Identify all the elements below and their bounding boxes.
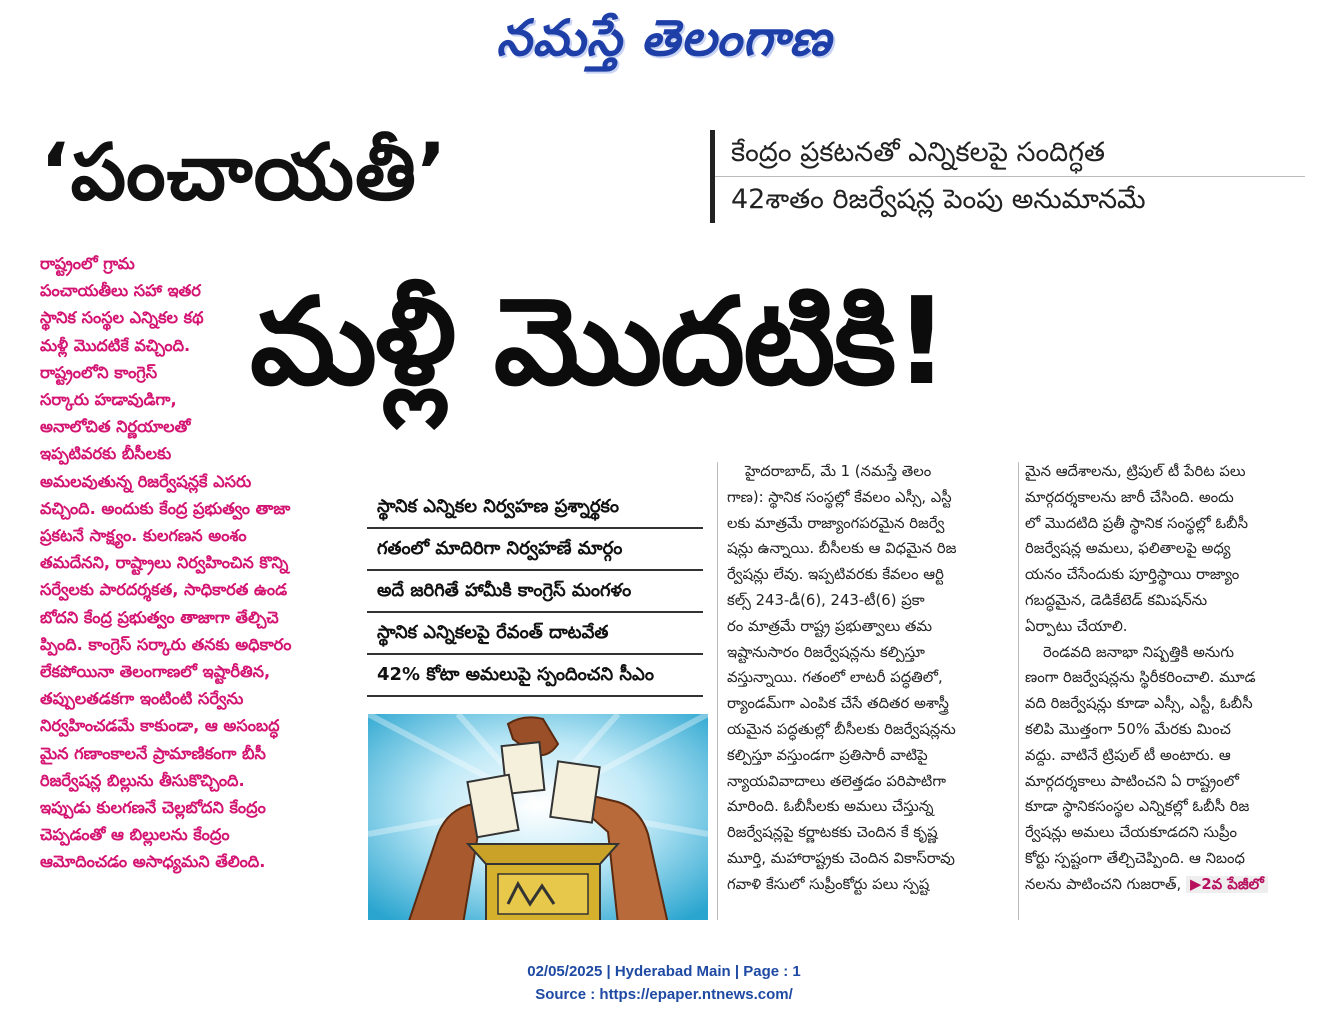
source-link[interactable]: Source : https://epaper.ntnews.com/ (535, 986, 793, 1003)
lead-line: అనాలోచిత నిర్ణయాలతో (40, 417, 191, 437)
story-kicker: ‘పంచాయతీ’ (40, 128, 448, 218)
lead-line: రాష్ట్రంలో గ్రామ (40, 254, 135, 273)
ballot-box-illustration (368, 714, 708, 920)
body-line: ఇష్టానుసారం రిజర్వేషన్లను కల్పిస్తూ (727, 643, 925, 661)
body-line: మూర్తి, మహారాష్ట్రకు చెందిన వికాస్‌రావు (727, 849, 955, 867)
body-line: హైదరాబాద్, మే 1 (నమస్తే తెలం (745, 463, 932, 480)
highlight-point: అదే జరిగితే హామీకి కాంగ్రెస్ మంగళం (367, 571, 703, 613)
highlight-point: స్థానిక ఎన్నికల నిర్వహణ ప్రశ్నార్థకం (367, 487, 703, 529)
lead-line: తమదేనని, రాష్ట్రాలు నిర్వహించిన కొన్ని (40, 553, 289, 573)
body-line: రిజర్వేషన్లపై కర్ణాటకకు చెందిన కే కృష్ణ (727, 824, 938, 842)
column-rule (1018, 462, 1019, 920)
body-line: షన్లు ఉన్నాయి. బీసీలకు ఆ విధమైన రిజ (727, 540, 957, 558)
body-line: ర్యాండమ్‌గా ఎంపిక చేసే తదితర అశాస్త్రీ (727, 695, 949, 713)
lead-line: మళ్లీ మొదటికే వచ్చింది. (40, 335, 191, 355)
deck-line: కేంద్రం ప్రకటనతో ఎన్నికలపై సందిగ్ధత (731, 137, 1105, 168)
body-line: మారింది. ఓబీసీలకు అమలు చేస్తున్న (727, 798, 934, 816)
edition-info: 02/05/2025 | Hyderabad Main | Page : 1 (527, 963, 801, 980)
body-line: రిజర్వేషన్ల అమలు, ఫలితాలపై అధ్య (1025, 540, 1231, 558)
lead-line: పంచాయతీలు సహా ఇతర (40, 281, 201, 301)
body-line: మార్గదర్శకాలను జారీ చేసింది. అందు (1025, 488, 1234, 506)
body-line: ర్వేషన్లు లేవు. ఇప్పటివరకు కేవలం ఆర్టి (727, 566, 944, 584)
body-line-last (1025, 872, 1297, 898)
body-line-text: నలను పాటించని గుజరాత్, (1025, 875, 1182, 893)
headline-deck (710, 130, 1305, 223)
highlight-point: 42% కోటా అమలుపై స్పందించని సీఎం (367, 655, 703, 697)
continued-on-page-2-link[interactable]: ▶2వ పేజీలో (1186, 876, 1268, 893)
highlight-points (367, 487, 703, 697)
lead-line: ఆమోదించడం అసాధ్యమని తేలింది. (40, 852, 266, 872)
body-line: ఏర్పాటు చేయాలి. (1025, 617, 1128, 635)
lead-line: వచ్చింది. అందుకు కేంద్ర ప్రభుత్వం తాజా (40, 498, 291, 518)
lead-line: బోదని కేంద్ర ప్రభుత్వం తాజాగా తేల్చిచె (40, 607, 279, 627)
body-line: మైన ఆదేశాలను, ట్రిపుల్ టీ పేరిట పలు (1025, 463, 1246, 480)
body-line: ణంగా రిజర్వేషన్లను స్థిరీకరించాలి. మూడ (1025, 669, 1256, 687)
lead-line: ప్పింది. కాంగ్రెస్ సర్కారు తనకు అధికారం (40, 634, 292, 654)
body-line: రెండవది జనాభా నిష్పత్తికి అనుగు (1043, 643, 1235, 661)
body-line: ర్వేషన్లు అమలు చేయకూడదని సుప్రీం (1025, 824, 1238, 842)
article-column-2 (1025, 459, 1297, 898)
highlight-point: గతంలో మాదిరిగా నిర్వహణే మార్గం (367, 529, 703, 571)
body-line: కల్పిస్తూ వస్తుండగా ప్రతిసారీ వాటిపై (727, 746, 928, 764)
lead-line: అమలవుతున్న రిజర్వేషన్లకే ఎసరు (40, 471, 252, 491)
lead-line: ఇప్పుడు కులగణనే చెల్లబోదని కేంద్రం (40, 798, 266, 818)
page-footer (0, 960, 1328, 1006)
body-line: కల్స్ 243-డీ(6), 243-టీ(6) ప్రకా (727, 591, 925, 609)
body-line: కోర్టు స్పష్టంగా తేల్చిచెప్పింది. ఆ నిబంధ (1025, 849, 1246, 867)
deck-line: 42శాతం రిజర్వేషన్ల పెంపు అనుమానమే (715, 176, 1305, 223)
body-line: గవాళి కేసులో సుప్రీంకోర్టు పలు స్పష్ట (727, 875, 930, 893)
body-line: వస్తున్నాయి. గతంలో లాటరీ పద్ధతిలో, (727, 669, 943, 687)
main-headline: మళ్లీ మొదటికి! (250, 273, 947, 412)
newspaper-masthead: నమస్తే తెలంగాణ (496, 8, 832, 67)
highlight-point: స్థానిక ఎన్నికలపై రేవంత్ దాటవేత (367, 613, 703, 655)
lead-paragraph (40, 250, 330, 876)
lead-line: లేకపోయినా తెలంగాణలో ఇష్టారీతిన, (40, 662, 271, 682)
lead-line: నిర్వహించడమే కాకుండా, ఆ అసంబద్ధ (40, 716, 280, 736)
body-line: కూడా స్థానికసంస్థల ఎన్నికల్లో ఓబీసీ రిజ (1025, 798, 1250, 816)
article-column-1 (727, 459, 1015, 898)
body-line: లకు మాత్రమే రాజ్యాంగపరమైన రిజర్వే (727, 514, 945, 532)
body-line: న్యాయవివాదాలు తలెత్తడం పరిపాటిగా (727, 772, 946, 790)
body-line: యమైన పద్ధతుల్లో బీసీలకు రిజర్వేషన్లను (727, 720, 956, 738)
body-line: యనం చేసేందుకు పూర్తిస్థాయి రాజ్యాం (1025, 566, 1240, 584)
lead-line: ఇప్పటివరకు బీసీలకు (40, 444, 172, 464)
body-line: లో మొదటిది ప్రతీ స్థానిక సంస్థల్లో ఓబీసీ (1025, 514, 1248, 532)
lead-line: సర్వేలకు పారదర్శకత, సాధికారత ఉండ (40, 580, 288, 600)
lead-line: స్థానిక సంస్థల ఎన్నికల కథ (40, 308, 204, 328)
lead-line: మైన గణాంకాలనే ప్రామాణికంగా బీసీ (40, 743, 266, 763)
body-line: మార్గదర్శకాలు పాటించని ఏ రాష్ట్రంలో (1025, 772, 1239, 790)
lead-line: తప్పులతడకగా ఇంటింటి సర్వేను (40, 689, 244, 709)
lead-line: రాష్ట్రంలోని కాంగ్రెస్ (40, 362, 158, 382)
lead-line: చెప్పడంతో ఆ బిల్లులను కేంద్రం (40, 825, 230, 845)
body-line: గబద్ధమైన, డెడికేటెడ్ కమిషన్‌ను (1025, 591, 1208, 609)
lead-line: సర్కారు హడావుడిగా, (40, 390, 177, 410)
lead-line: ప్రకటనే సాక్ష్యం. కులగణన అంశం (40, 526, 247, 546)
body-line: వది రిజర్వేషన్లు కూడా ఎస్సీ, ఎస్టీ, ఓబీసీ (1025, 695, 1253, 713)
body-line: కలిపి మొత్తంగా 50% మేరకు మించ (1025, 720, 1231, 738)
body-line: వద్దు. వాటినే ట్రిపుల్ టీ అంటారు. ఆ (1025, 746, 1231, 764)
column-rule (717, 462, 718, 920)
lead-line: రిజర్వేషన్ల బిల్లును తీసుకొచ్చింది. (40, 770, 245, 790)
body-line: రం మాత్రమే రాష్ట్ర ప్రభుత్వాలు తమ (727, 617, 933, 635)
body-line: గాణ): స్థానిక సంస్థల్లో కేవలం ఎస్సీ, ఎస్టీ (727, 488, 952, 506)
